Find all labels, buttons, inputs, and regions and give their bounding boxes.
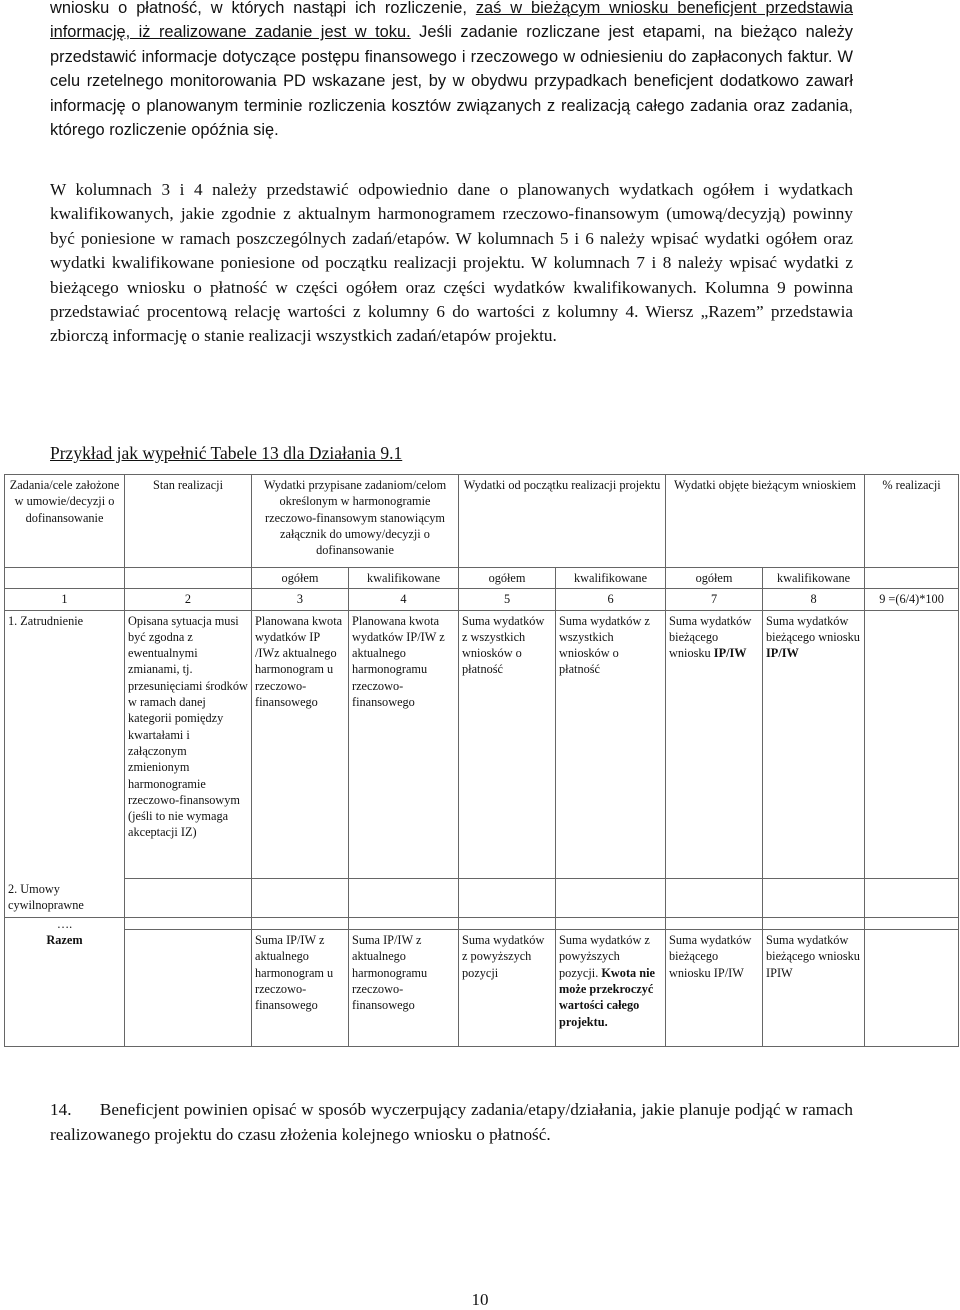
status-description: Opisana sytuacja musi być zgodna z ewentualnymi zmianami, tj. przesunięciami środków w ramach danej kategorii pomiędzy kwartałami i załączonym zmienionym harmonogramie rzeczowo-finansowym (jeśli to nie wymaga akceptacji IZ) (125, 610, 252, 879)
col-number: 4 (349, 589, 459, 610)
cell-since-start-total: Suma wydatków z wszystkich wniosków o płatność (459, 610, 556, 879)
sub-total: ogółem (459, 568, 556, 589)
total-planned-total: Suma IP/IW z aktualnego harmonogram u rzeczowo-finansowego (252, 930, 349, 1047)
cell-planned-total: Planowana kwota wydatków IP /IWz aktualnego harmonogram u rzeczowo-finansowego (252, 610, 349, 879)
total-label: Razem (5, 930, 125, 1047)
sub-eligible: kwalifikowane (349, 568, 459, 589)
header-tasks: Zadania/cele założone w umowie/decyzji o dofinansowanie (5, 475, 125, 568)
task-ellipsis: …. (5, 917, 125, 930)
col-number: 6 (556, 589, 666, 610)
task-name: 1. Zatrudnienie (5, 610, 125, 879)
header-planned-expenses: Wydatki przypisane zadaniom/celom określonym w harmonogramie rzeczowo-finansowym stanowiącym załącznik do umowy/decyzji o dofinansowanie (252, 475, 459, 568)
sub-total: ogółem (252, 568, 349, 589)
table-column-numbers-row (5, 589, 959, 610)
table-13-example (4, 474, 959, 1047)
total-since-start-eligible: Suma wydatków z powyższych pozycji. Kwota nie może przekroczyć wartości całego projektu. (556, 930, 666, 1047)
total-since-start-total: Suma wydatków z powyższych pozycji (459, 930, 556, 1047)
col-number: 3 (252, 589, 349, 610)
paragraph-columns-explanation: W kolumnach 3 i 4 należy przedstawić odpowiednio dane o planowanych wydatkach ogółem i wydatkach kwalifikowanych, jakie zgodnie z aktualnym harmonogramem rzeczowo-finansowym (umową/decyzją) powinny być poniesione w ramach poszczególnych zadań/etapów. W kolumnach 5 i 6 należy wpisać wydatki ogółem oraz wydatki kwalifikowane poniesione od początku realizacji projektu. W kolumnach 7 i 8 należy wpisać wydatki z bieżącego wniosku o płatność w części ogółem oraz części wydatków kwalifikowanych. Kolumna 9 powinna przedstawiać procentową relację wartości z kolumny 6 do wartości z kolumny 4. Wiersz „Razem” przedstawia zbiorczą informację o stanie realizacji wszystkich zadań/etapów projektu. (50, 180, 853, 346)
table-total-row (5, 930, 959, 1047)
cell-since-start-eligible: Suma wydatków z wszystkich wniosków o płatność (556, 610, 666, 879)
paragraph-text: wniosku o płatność, w których nastąpi ich rozliczenie, (50, 0, 476, 17)
col-number: 5 (459, 589, 556, 610)
table-header-row (5, 475, 959, 568)
paragraph-14 (50, 1097, 853, 1147)
sub-eligible: kwalifikowane (556, 568, 666, 589)
task-name: 2. Umowy cywilnoprawne (5, 879, 125, 918)
cell-current-eligible: Suma wydatków bieżącego wniosku IP/IW (763, 610, 865, 879)
cell-planned-eligible: Planowana kwota wydatków IP/IW z aktualnego harmonogramu rzeczowo-finansowego (349, 610, 459, 879)
paragraph-reporting-progress (50, 0, 853, 142)
page-number: 10 (471, 1290, 489, 1309)
col-number: 9 =(6/4)*100 (865, 589, 959, 610)
col-number: 1 (5, 589, 125, 610)
table-subheader-row (5, 568, 959, 589)
table-row (5, 610, 959, 879)
paragraph-number: 14. (50, 1100, 72, 1119)
header-percent: % realizacji (865, 475, 959, 568)
table-row (5, 879, 959, 918)
sub-total: ogółem (666, 568, 763, 589)
col-number: 7 (666, 589, 763, 610)
table-row (5, 917, 959, 930)
header-expenses-since-start: Wydatki od początku realizacji projektu (459, 475, 666, 568)
table-example-title: Przykład jak wypełnić Tabele 13 dla Działania 9.1 (50, 443, 403, 463)
col-number: 2 (125, 589, 252, 610)
header-status: Stan realizacji (125, 475, 252, 568)
paragraph-14-text: Beneficjent powinien opisać w sposób wyczerpujący zadania/etapy/działania, jakie planuje podjąć w ramach realizowanego projektu do czasu złożenia kolejnego wniosku o płatność. (50, 1100, 854, 1144)
col-number: 8 (763, 589, 865, 610)
paragraph-underlined-text: zaś w bieżącym wniosku beneficjent przedstawia informację, iż realizowane zadanie jest w toku. (50, 0, 853, 42)
header-current-application: Wydatki objęte bieżącym wnioskiem (666, 475, 865, 568)
cell-current-total: Suma wydatków bieżącego wniosku IP/IW (666, 610, 763, 879)
total-current-total: Suma wydatków bieżącego wniosku IP/IW (666, 930, 763, 1047)
sub-eligible: kwalifikowane (763, 568, 865, 589)
paragraph-text-rest: Jeśli zadanie rozliczane jest etapami, na bieżąco należy przedstawić informacje dotyczące postępu finansowego i rzeczowego w odniesieniu do zapłaconych faktur. W celu rzetelnego monitorowania PD wskazane jest, by w obydwu przypadkach beneficjent dodatkowo zawarł informację o planowanym terminie rozliczenia kosztów związanych z realizacją całego zadania oraz zadania, którego rozliczenie opóźnia się. (50, 23, 853, 140)
total-planned-eligible: Suma IP/IW z aktualnego harmonogramu rzeczowo-finansowego (349, 930, 459, 1047)
total-current-eligible: Suma wydatków bieżącego wniosku IPIW (763, 930, 865, 1047)
